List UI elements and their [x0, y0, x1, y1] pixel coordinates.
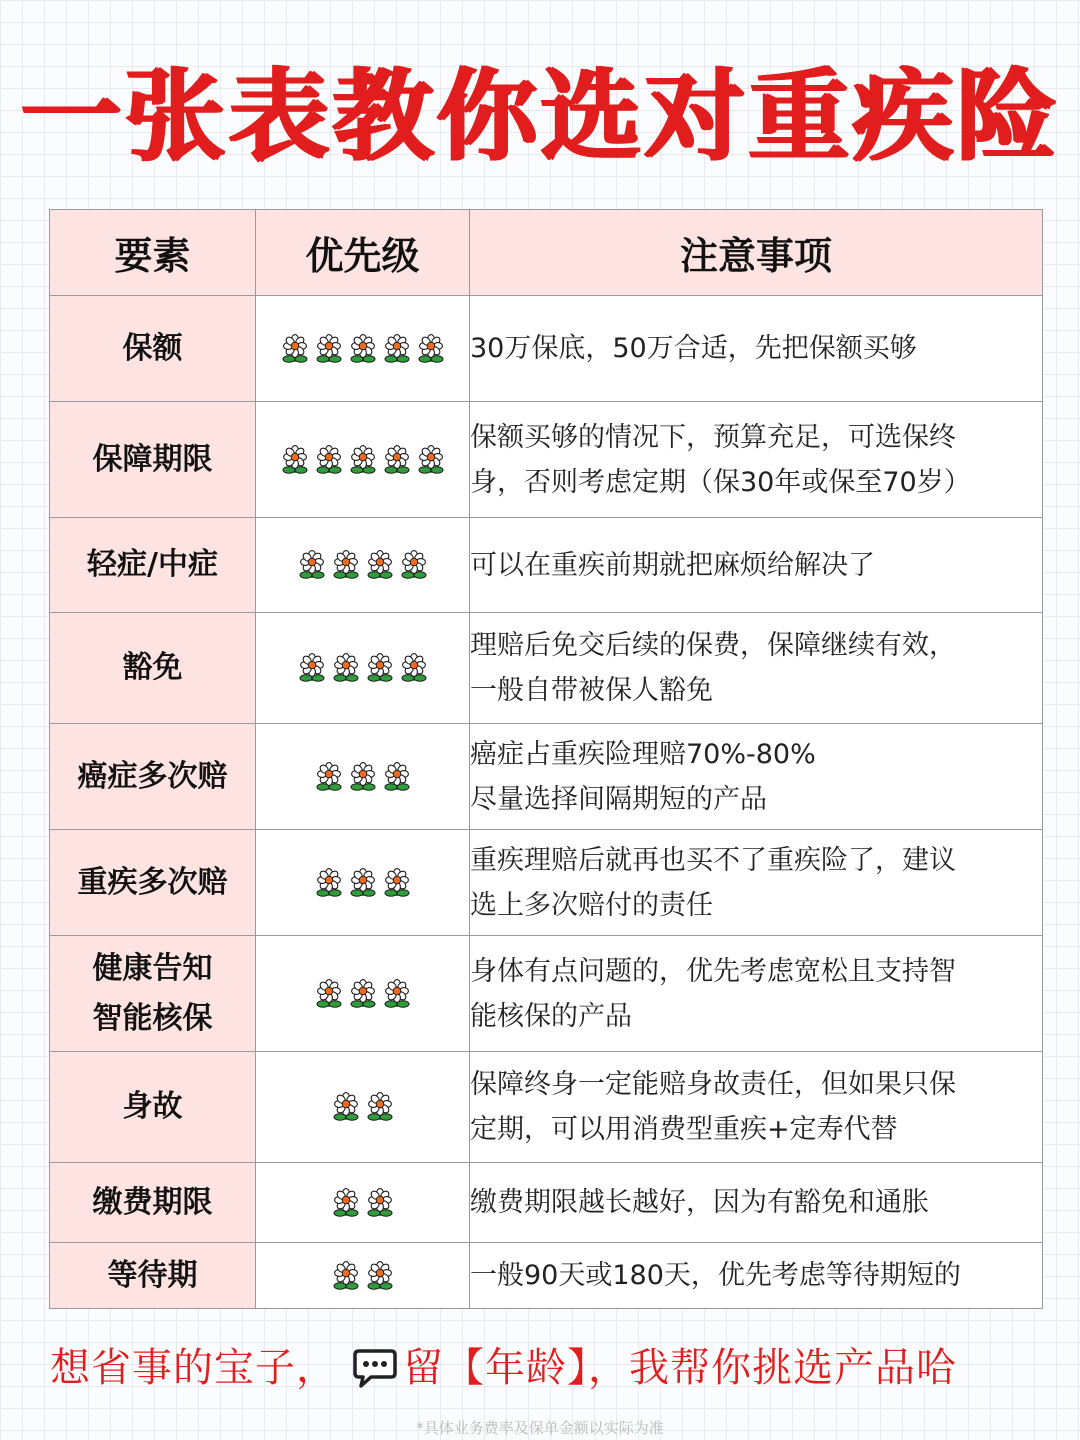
priority-cell	[256, 1243, 470, 1309]
flower-icon	[366, 1261, 394, 1291]
priority-cell	[256, 724, 470, 830]
insurance-table	[49, 209, 1043, 1309]
table-row	[50, 936, 1043, 1052]
table-header-row	[50, 210, 1043, 296]
flower-icon	[349, 445, 377, 475]
element-cell	[50, 1163, 256, 1243]
element-label: 轻症/中症	[87, 547, 218, 582]
priority-cell	[256, 1052, 470, 1163]
note-line: 30万保底，50万合适，先把保额买够	[470, 333, 917, 364]
note-line: 缴费期限越长越好，因为有豁免和通胀	[470, 1187, 929, 1218]
element-label: 保额	[122, 330, 183, 366]
flower-icon	[281, 445, 309, 475]
flower-icon	[332, 1092, 360, 1122]
priority-cell	[256, 936, 470, 1052]
flower-icon	[417, 334, 445, 364]
priority-cell	[256, 402, 470, 518]
notes-cell	[470, 1163, 1043, 1243]
flower-icon	[281, 334, 309, 364]
priority-cell	[256, 518, 470, 613]
footer-cta	[50, 1338, 1050, 1398]
flower-icon	[366, 653, 394, 683]
header-element: 要素	[50, 210, 256, 296]
element-cell	[50, 296, 256, 402]
element-cell	[50, 724, 256, 830]
flower-icon	[383, 868, 411, 898]
flower-icon	[366, 1188, 394, 1218]
element-cell	[50, 402, 256, 518]
note-line: 一般自带被保人豁免	[470, 675, 713, 706]
flower-icon	[383, 445, 411, 475]
flower-icon	[298, 550, 326, 580]
element-label: 健康告知	[92, 950, 213, 986]
note-line: 一般90天或180天，优先考虑等待期短的	[470, 1260, 961, 1291]
table-row	[50, 830, 1043, 936]
table-row	[50, 1243, 1043, 1309]
flower-icon	[366, 1092, 394, 1122]
element-label: 癌症多次赔	[77, 758, 228, 794]
note-line: 定期，可以用消费型重疾+定寿代替	[470, 1114, 898, 1145]
element-label: 身故	[122, 1089, 183, 1124]
element-cell	[50, 830, 256, 936]
element-label: 重疾多次赔	[77, 864, 228, 900]
speech-bubble-icon	[351, 1343, 399, 1391]
priority-cell	[256, 296, 470, 402]
notes-cell	[470, 1052, 1043, 1163]
flower-icon	[366, 550, 394, 580]
flower-icon	[332, 653, 360, 683]
note-line: 尽量选择间隔期短的产品	[470, 783, 767, 815]
notes-cell	[470, 402, 1043, 518]
flower-icon	[349, 334, 377, 364]
flower-icon	[315, 445, 343, 475]
priority-cell	[256, 830, 470, 936]
page-title: 一张表教你选对重疾险	[20, 58, 1060, 175]
note-line: 身体有点问题的，优先考虑宽松且支持智	[470, 955, 956, 987]
flower-icon	[400, 550, 428, 580]
header-priority: 优先级	[256, 210, 470, 296]
disclaimer: *具体业务费率及保单金额以实际为准	[416, 1419, 664, 1437]
table-row	[50, 1163, 1043, 1243]
table-row	[50, 402, 1043, 518]
table-row	[50, 518, 1043, 613]
element-label: 豁免	[122, 650, 183, 685]
note-line: 身，否则考虑定期（保30年或保至70岁）	[470, 466, 971, 498]
element-cell	[50, 936, 256, 1052]
priority-cell	[256, 613, 470, 724]
footer-text-before: 想省事的宝子，	[50, 1345, 337, 1391]
note-line: 重疾理赔后就再也买不了重疾险了，建议	[470, 844, 956, 876]
element-cell	[50, 613, 256, 724]
note-line: 癌症占重疾险理赔70%-80%	[470, 738, 816, 770]
notes-cell	[470, 830, 1043, 936]
note-line: 保额买够的情况下，预算充足，可选保终	[470, 421, 956, 453]
flower-icon	[383, 762, 411, 792]
flower-icon	[332, 550, 360, 580]
notes-cell	[470, 296, 1043, 402]
priority-cell	[256, 1163, 470, 1243]
note-line: 能核保的产品	[470, 1000, 632, 1032]
flower-icon	[349, 762, 377, 792]
flower-icon	[315, 979, 343, 1009]
note-line: 理赔后免交后续的保费，保障继续有效，	[470, 630, 956, 661]
header-notes: 注意事项	[470, 210, 1043, 296]
note-line: 保障终身一定能赔身故责任，但如果只保	[470, 1069, 956, 1100]
table-row	[50, 724, 1043, 830]
table-row	[50, 296, 1043, 402]
notes-cell	[470, 936, 1043, 1052]
element-label: 智能核保	[92, 1000, 213, 1036]
flower-icon	[332, 1261, 360, 1291]
flower-icon	[383, 979, 411, 1009]
element-cell	[50, 518, 256, 613]
footer-text-after: 留【年龄】，我帮你挑选产品哈	[403, 1345, 957, 1391]
element-label: 缴费期限	[92, 1184, 213, 1220]
table-row	[50, 613, 1043, 724]
element-label: 等待期	[107, 1257, 198, 1293]
note-line: 可以在重疾前期就把麻烦给解决了	[470, 549, 875, 581]
flower-icon	[349, 979, 377, 1009]
flower-icon	[383, 334, 411, 364]
table-row	[50, 1052, 1043, 1163]
notes-cell	[470, 613, 1043, 724]
flower-icon	[315, 868, 343, 898]
flower-icon	[298, 653, 326, 683]
notes-cell	[470, 1243, 1043, 1309]
flower-icon	[349, 868, 377, 898]
flower-icon	[400, 653, 428, 683]
notes-cell	[470, 724, 1043, 830]
note-line: 选上多次赔付的责任	[470, 889, 713, 921]
element-label: 保障期限	[92, 441, 213, 477]
flower-icon	[332, 1188, 360, 1218]
element-cell	[50, 1052, 256, 1163]
flower-icon	[315, 334, 343, 364]
flower-icon	[417, 445, 445, 475]
element-cell	[50, 1243, 256, 1309]
notes-cell	[470, 518, 1043, 613]
flower-icon	[315, 762, 343, 792]
